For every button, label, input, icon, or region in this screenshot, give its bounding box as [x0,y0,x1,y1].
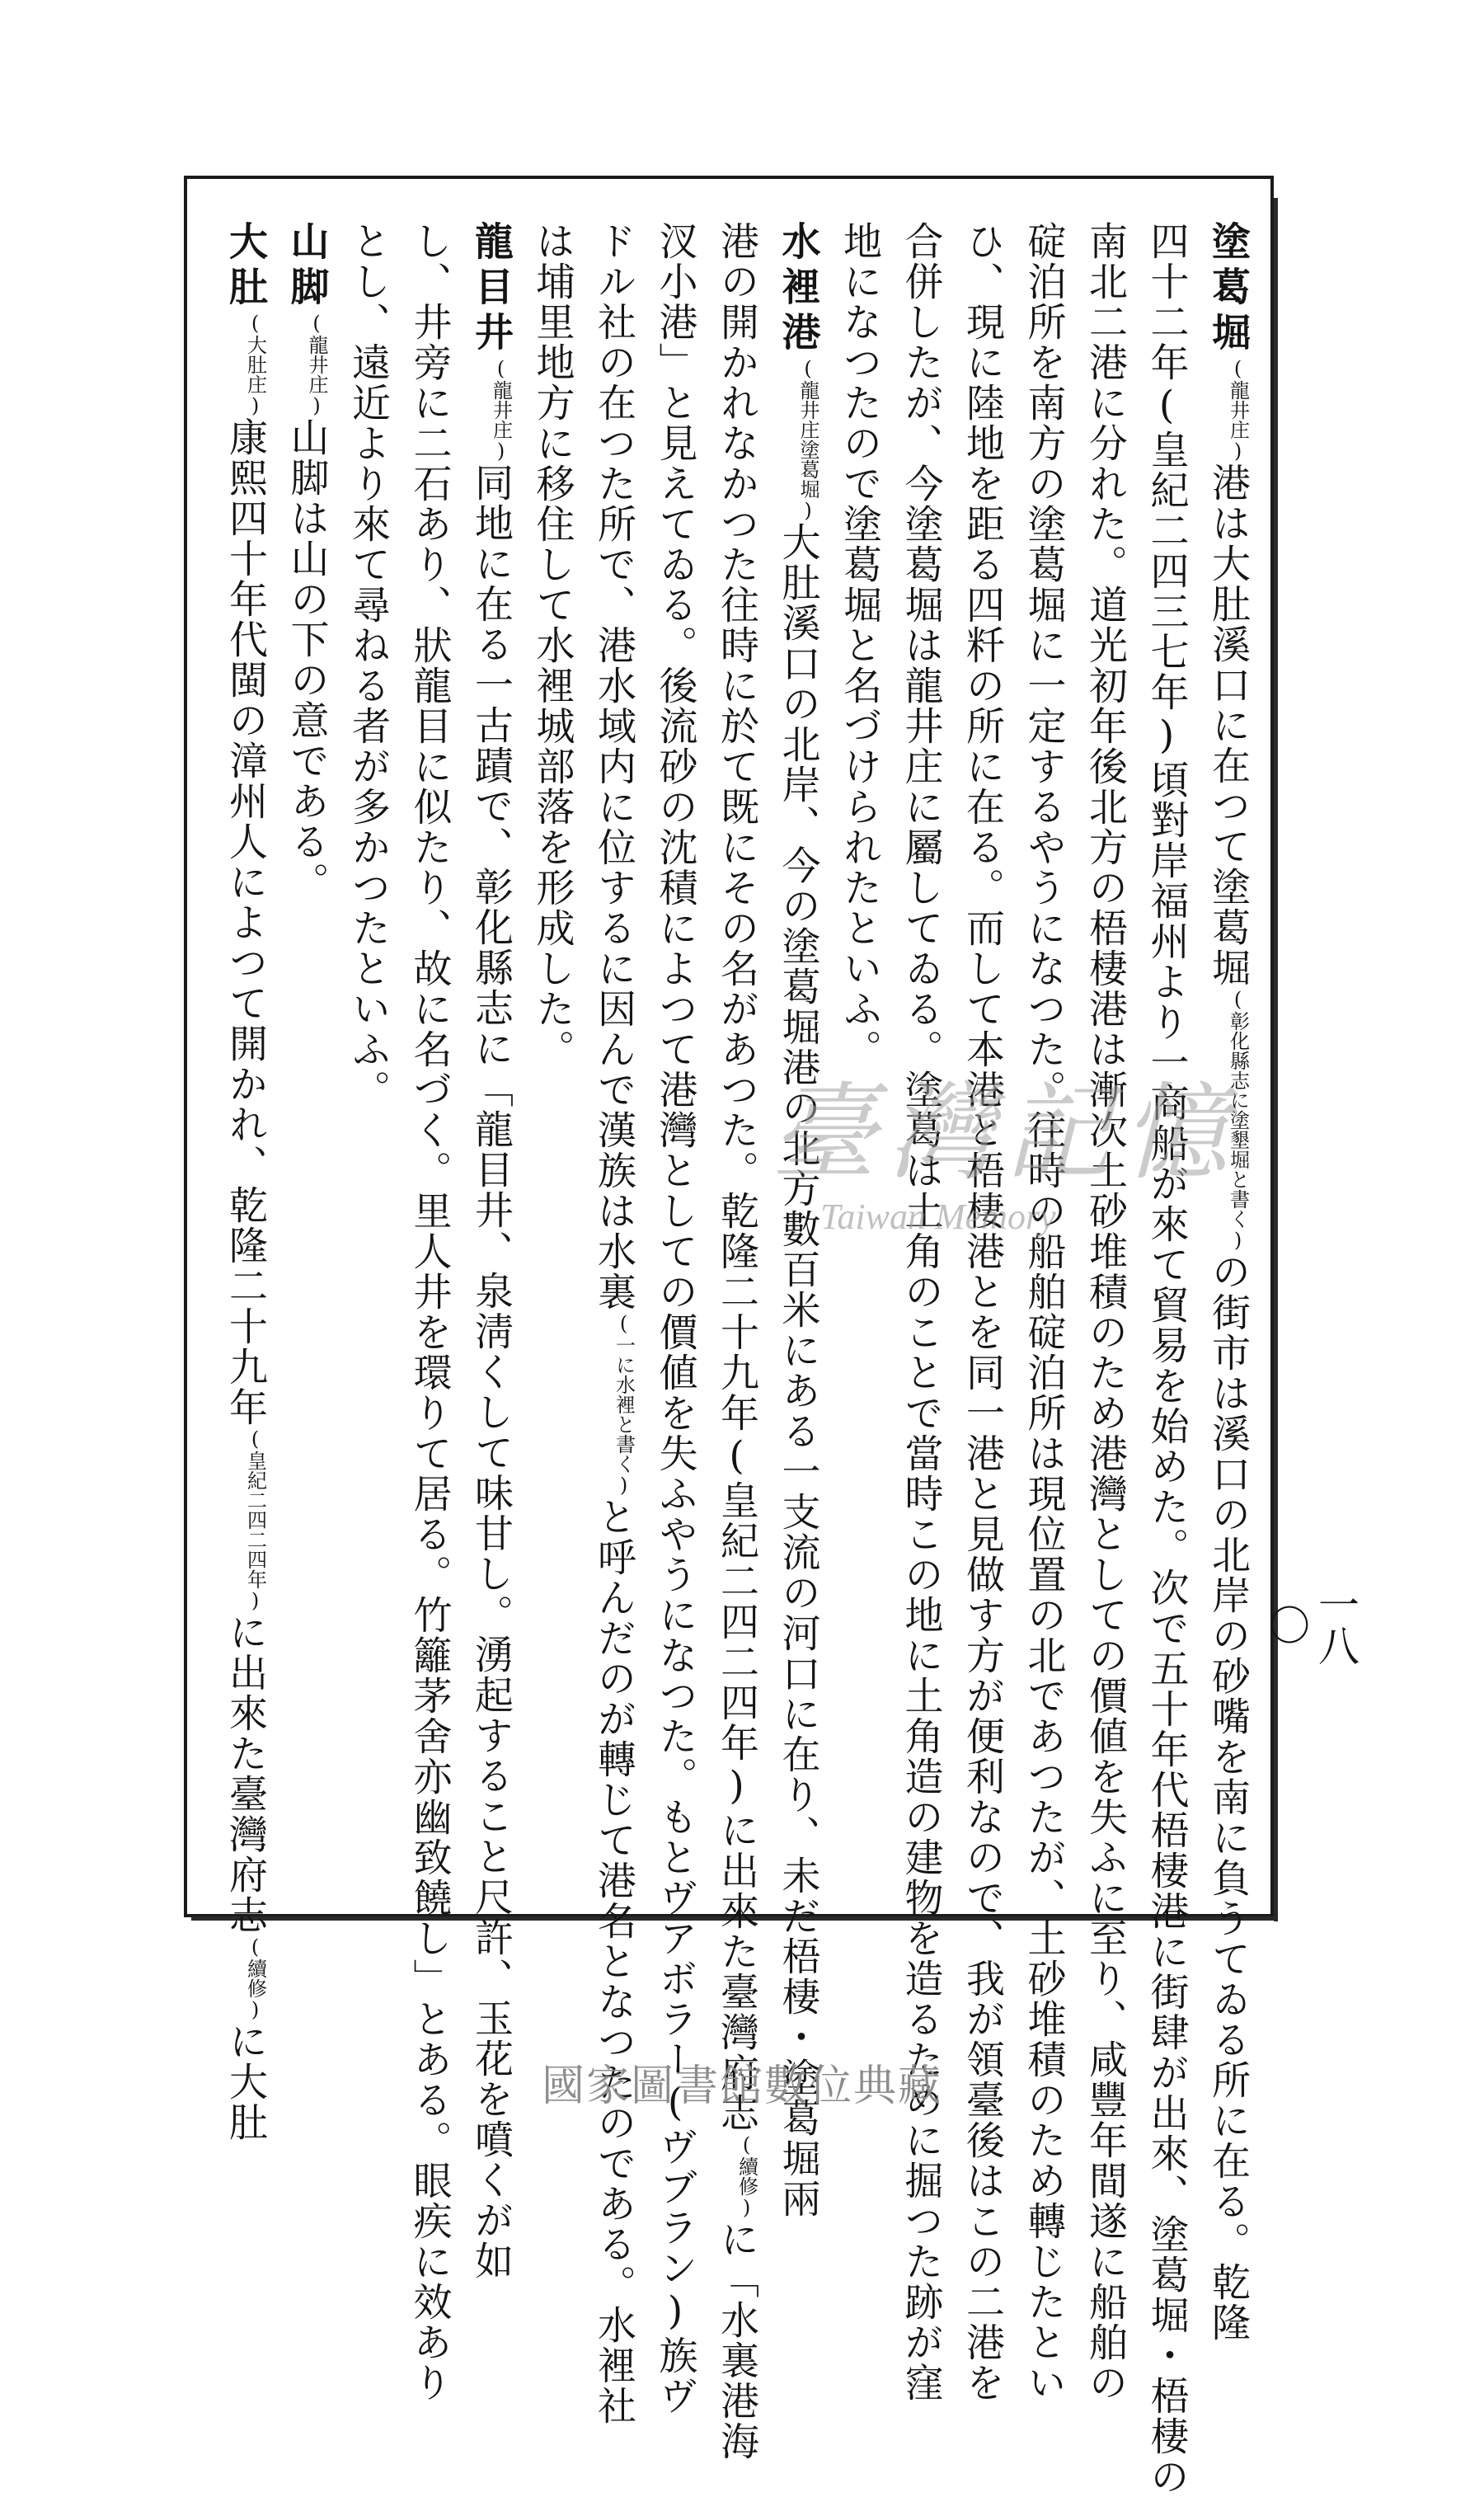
column-text: と呼んだのが轉じて港名となつたのである。水裡社 [591,1497,636,2426]
watermark-title: 臺灣記憶 [771,1072,1240,1195]
inline-note: (龍井庄) [305,312,328,417]
column-text: 康熙四十年代閩の漳州人によつて開かれ、乾隆二十九年 [223,417,268,1427]
text-column [344,221,392,1887]
text-column [589,221,637,2426]
column-text: 大肚溪口の北岸、今の塗葛堀港の北方數百米にある一支流の河口に在り、未だ梧棲・塗葛堀兩 [775,522,821,2219]
column-text: 港の開かれなかつた往時に於て既にその名があつた。乾隆二十九年(皇紀二四二四年)に出來た臺灣府志 [714,221,759,2133]
text-column [774,221,822,2219]
place-heading: 水裡港 [775,221,821,357]
inline-note: (龍井庄) [489,357,513,463]
inline-note: (龍井庄) [1226,357,1250,463]
text-column [897,221,945,2403]
watermark-subtitle: Taiwan Memory [820,1197,1056,1237]
column-text: 山脚は山の下の意である。 [284,417,330,902]
column-text: に「水裏港海 [714,2219,759,2462]
text-column [651,221,699,2416]
column-text: ドル社の在つた所で、港水域内に位するに因んで漢族は水裏 [591,221,636,1312]
column-text: 四十二年(皇紀二四三七年)頃對岸福州より一商船が來て貿易を始めた。次で五十年代梧棲港に街肆が出來、塗葛堀・梧棲の [1144,221,1190,2497]
column-text: の街市は溪口の北岸の砂嘴を南に負うてゐる所に在る。乾隆 [1205,1252,1251,2343]
inline-note: (彰化縣志に塗墾堀と書く) [1226,988,1250,1252]
inline-note: (續修) [243,1935,267,2021]
column-text: し、井旁に二石あり、狀龍目に似たり、故に名づく。里人井を環りて居る。竹籬茅舍亦幽致饒し」とある。眼疾に效あり [406,221,453,2403]
column-text: 同地に在る一古蹟で、彰化縣志に「龍目井、泉淸くして味甘し。湧起すること尺許、玉花を噴くが如 [468,463,514,2281]
place-heading: 山脚 [284,221,330,312]
place-heading: 塗葛堀 [1205,221,1251,357]
place-heading: 龍目井 [468,221,514,357]
inline-note: (龍井庄塗葛堀) [796,357,819,522]
inline-note: (大肚庄) [243,312,267,417]
column-text: 南北二港に分れた。道光初年後北方の梧棲港は漸次土砂堆積のため港灣としての價値を失ふに至り、咸豐年間遂に船舶の [1082,221,1128,2403]
frame-shadow-right [1274,198,1278,1921]
column-text: 汊小港」と見えてゐる。後流砂の沈積によつて港灣としての價値を失ふやうになつた。もとヴアボラー(ヴブラン)族ヴ [652,221,698,2416]
text-column [406,221,453,2403]
column-text: に出來た臺灣府志 [223,1612,268,1935]
page-number: 一八〇 [1262,1583,1360,1666]
column-text: に大肚 [223,2021,268,2142]
text-column [221,221,269,2142]
column-text: 合併したが、今塗葛堀は龍井庄に屬してゐる。塗葛は土角のことで當時この地に土角造の建物を造るために掘つた跡が窪 [898,221,944,2403]
text-column [1081,221,1129,2403]
column-text: は埔里地方に移住して水裡城部落を形成した。 [529,221,575,1070]
inline-note: (一に水裡と書く) [612,1312,636,1497]
column-text: 碇泊所を南方の塗葛堀に一定するやうになつた。往時の船舶碇泊所は現位置の北であつたが、土砂堆積のため轉じたとい [1021,221,1067,2403]
column-text: 港は大肚溪口に在つて塗葛堀 [1205,463,1251,988]
text-column [1143,221,1190,2497]
text-column [835,221,883,1887]
place-heading: 大肚 [223,221,268,312]
inline-note: (皇紀二四二四年) [243,1427,267,1612]
text-column [1204,221,1252,2343]
footer-credit: 國家圖書館數位典藏 [541,2062,942,2111]
text-column [283,221,331,1887]
column-text: とし、遠近より來て尋ねる者が多かつたといふ。 [345,221,391,1110]
text-column [467,221,514,2281]
text-column [528,221,576,1887]
inline-note: (續修) [735,2133,758,2219]
column-text: ひ、現に陸地を距る四粁の所に在る。而して本港と梧棲港とを同一港と見做す方が便利なので、我が領臺後はこの二港を [960,221,1005,2403]
column-text: 地になつたので塗葛堀と名づけられたといふ。 [837,221,882,1070]
text-column [1020,221,1068,2403]
text-column [958,221,1006,2403]
text-column [712,221,760,2462]
